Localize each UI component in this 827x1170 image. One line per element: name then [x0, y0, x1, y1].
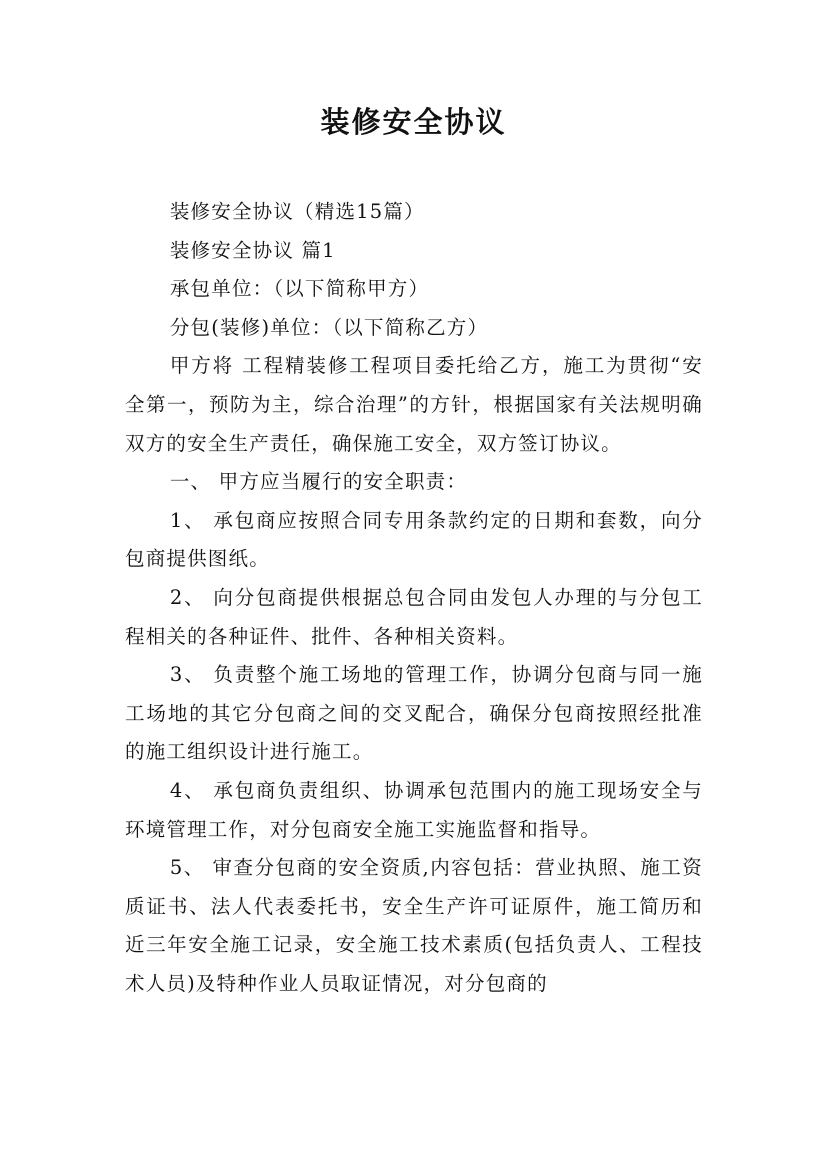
document-title: 装修安全协议 — [320, 105, 507, 139]
paragraph-clause-2: 2、 向分包商提供根据总包合同由发包人办理的与分包工程相关的各种证件、批件、各种相关资料。 — [125, 585, 703, 648]
document-body — [125, 193, 703, 1003]
paragraph-subtitle: 装修安全协议（精选15篇） — [169, 200, 425, 223]
paragraph-chapter-heading: 装修安全协议 篇1 — [169, 238, 336, 262]
paragraph-section-1-heading: 一、 甲方应当履行的安全职责： — [169, 470, 468, 494]
paragraph-clause-4: 4、 承包商负责组织、协调承包范围内的施工现场安全与环境管理工作，对分包商安全施工实施监督和指导。 — [125, 778, 703, 841]
paragraph-preamble: 甲方将 工程精装修工程项目委托给乙方，施工为贯彻“安全第一，预防为主，综合治理”的方针，根据国家有关法规明确双方的安全生产责任，确保施工安全，双方签订协议。 — [125, 354, 703, 455]
paragraph-party-a: 承包单位：（以下简称甲方） — [169, 277, 430, 301]
paragraph-clause-3: 3、 负责整个施工场地的管理工作，协调分包商与同一施工场地的其它分包商之间的交叉配合，确保分包商按照经批准的施工组织设计进行施工。 — [125, 663, 703, 764]
paragraph-party-b: 分包(装修)单位：（以下简称乙方） — [169, 315, 489, 339]
paragraph-clause-5: 5、 审查分包商的安全资质,内容包括：营业执照、施工资质证书、法人代表委托书，安全生产许可证原件，施工简历和近三年安全施工记录，安全施工技术素质(包括负责人、工程技术人员)及特种作业人员取证情况，对分包商的 — [125, 856, 703, 995]
paragraph-clause-1: 1、 承包商应按照合同专用条款约定的日期和套数，向分包商提供图纸。 — [125, 508, 703, 571]
